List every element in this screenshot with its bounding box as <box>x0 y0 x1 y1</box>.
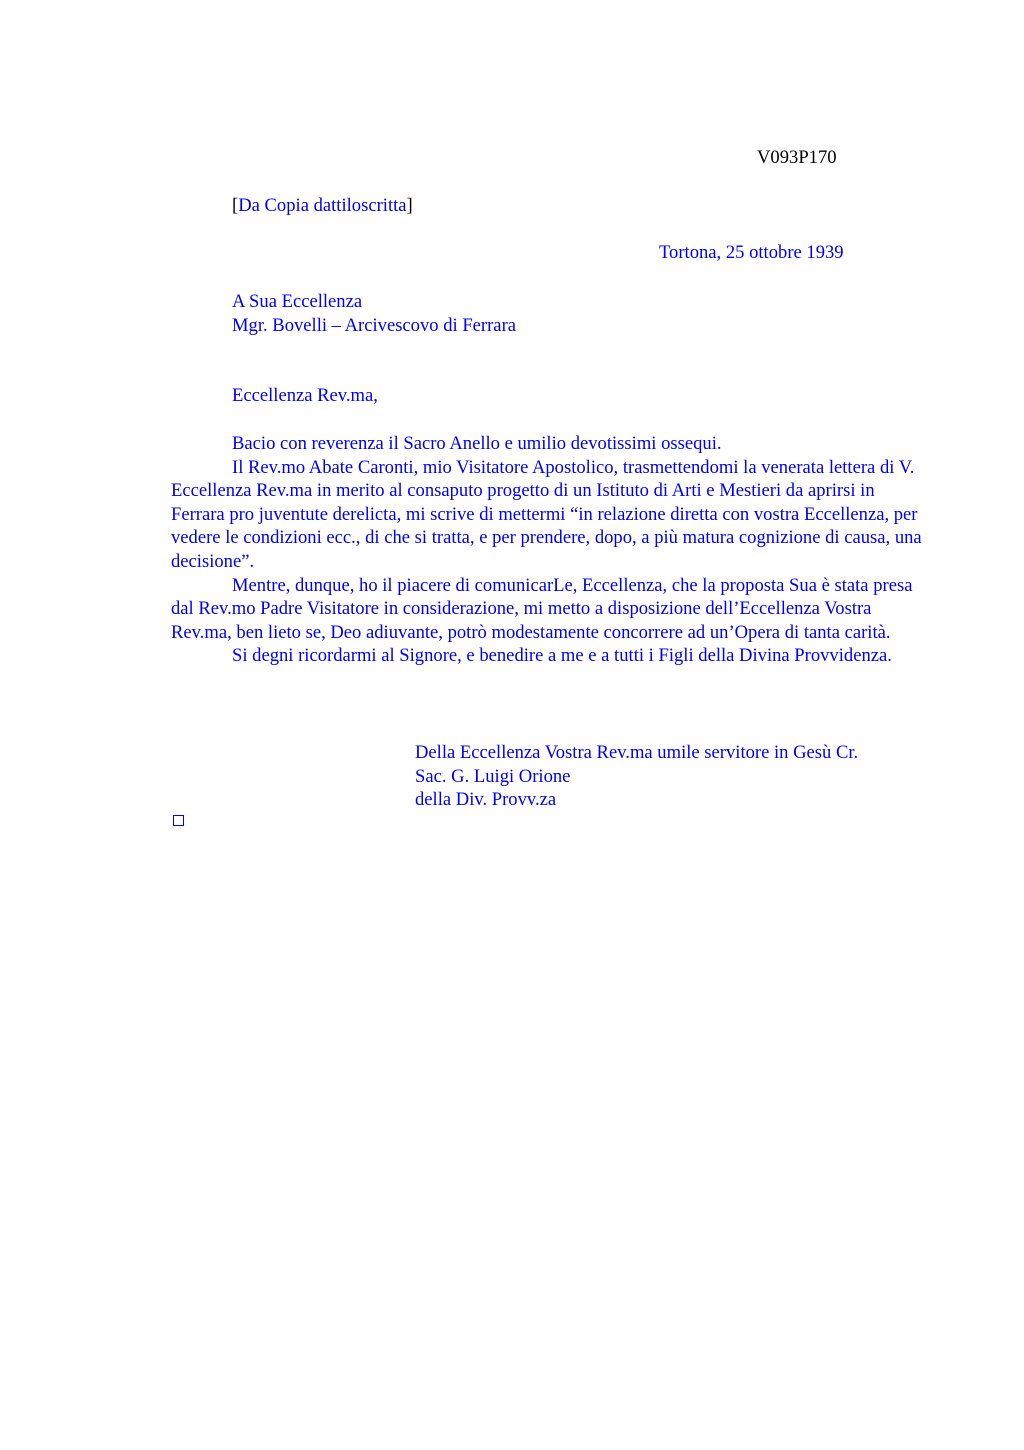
closing-line: Della Eccellenza Vostra Rev.ma umile servitore in Gesù Cr. <box>415 742 859 763</box>
source-note <box>232 195 413 217</box>
document-reference-code: V093P170 <box>757 147 837 168</box>
letter-date: Tortona, 25 ottobre 1939 <box>659 242 844 263</box>
body-paragraph: Mentre, dunque, ho il piacere di comunicarLe, Eccellenza, che la proposta Sua è stata presa dal Rev.mo Padre Visitatore in considerazione, mi metto a disposizione dell’Eccellenza Vostra Rev.ma, ben lieto se, Deo adiuvante, potrò modestamente concorrere ad un’Opera di tanta carità. <box>171 574 913 643</box>
recipient-line: Mgr. Bovelli – Arcivescovo di Ferrara <box>232 314 517 336</box>
body-paragraph: Il Rev.mo Abate Caronti, mio Visitatore Apostolico, trasmettendomi la venerata lettera di V. Eccellenza Rev.ma in merito al consaputo progetto di un Istituto di Arti e Mestieri da aprirsi in Ferrara pro juventute derelicta, mi scrive di mettermi “in relazione diretta con vostra Eccellenza, per vedere le condizioni ecc., di che si tratta, e per prendere, dopo, a più matura cognizione di causa, una decisione”. <box>171 456 922 572</box>
signature-affiliation: della Div. Provv.za <box>415 789 557 811</box>
source-note-bracket-close: ] <box>406 195 413 216</box>
body-paragraph: Bacio con reverenza il Sacro Anello e umilio devotissimi ossequi. <box>232 433 722 454</box>
source-note-bracket-open: [ <box>232 195 239 216</box>
salutation: Eccellenza Rev.ma, <box>232 385 378 406</box>
letter-body <box>171 432 931 668</box>
recipient-block <box>232 290 516 337</box>
closing-signature-block <box>415 741 858 812</box>
source-note-text: Da Copia dattiloscritta <box>238 195 407 216</box>
body-paragraph: Si degni ricordarmi al Signore, e benedire a me e a tutti i Figli della Divina Provvidenza. <box>232 645 892 667</box>
recipient-line: A Sua Eccellenza <box>232 291 363 312</box>
signature-name: Sac. G. Luigi Orione <box>415 765 571 787</box>
end-of-document-square-icon <box>173 815 184 826</box>
